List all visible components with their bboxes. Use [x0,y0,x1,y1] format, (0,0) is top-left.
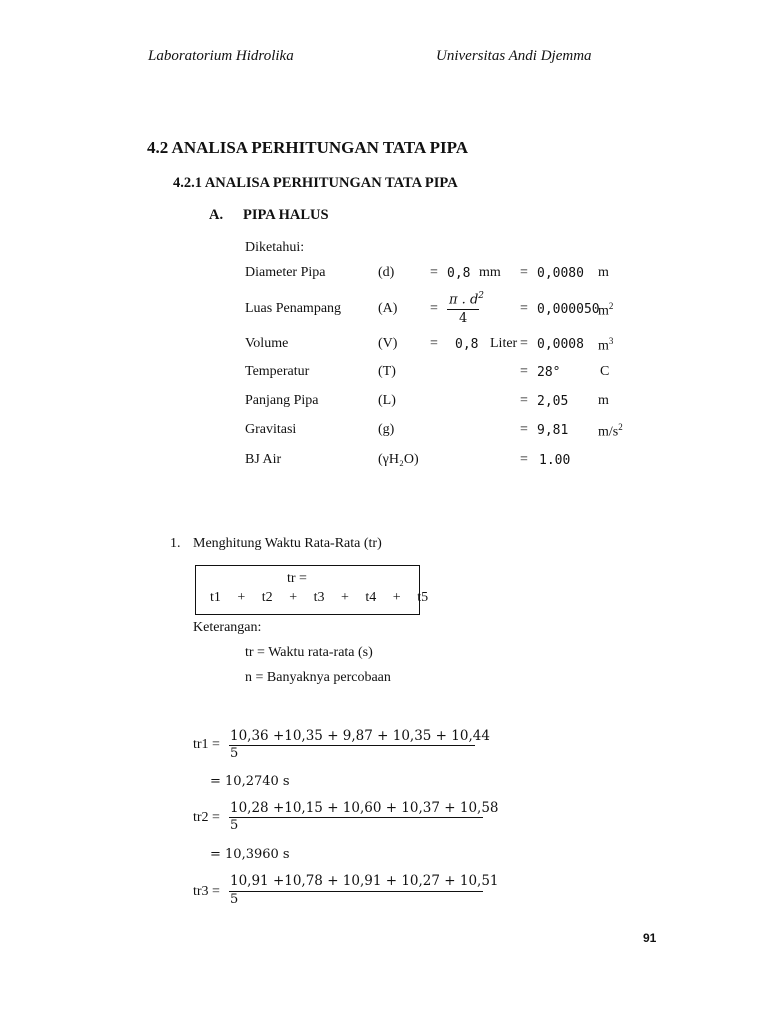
known-name: Diameter Pipa [245,265,326,280]
known-val2: 0,0080 [537,266,584,281]
known-symbol: (A) [378,301,398,316]
known-unit2 [598,301,613,320]
calc-fraction-bar [229,891,483,892]
calc-denominator: 5 [230,892,239,907]
known-val2: 2,05 [537,394,569,409]
calc-numerator: 10,36 +10,35 + 9,87 + 10,35 + 10,44 [230,728,490,744]
known-name: BJ Air [245,452,282,467]
known-symbol: (d) [378,265,395,280]
known-unit2: m [598,265,609,280]
known-eq2: = [520,393,528,408]
header-right: Universitas Andi Djemma [436,48,592,64]
calc-numerator: 10,91 +10,78 + 10,91 + 10,27 + 10,51 [230,873,499,889]
term: t5 [417,590,429,605]
calc-fraction-bar [229,817,483,818]
calc-result: = 10,3960 s [210,847,290,862]
known-eq1: = [430,336,438,351]
known-symbol: (V) [378,336,398,351]
known-symbol: (T) [378,364,396,379]
term-op: + [237,590,246,605]
term-op: + [289,590,298,605]
known-val1: 0,8 [455,337,479,352]
known-unit2: C [600,364,610,379]
unit-sup: 2 [608,301,614,311]
calc-lhs: tr3 = [193,884,220,899]
calc-fraction-bar [229,745,475,746]
unit-text: m [598,338,609,354]
fraction-numerator [449,291,484,307]
notes-label: Keterangan: [193,620,262,635]
known-name: Panjang Pipa [245,393,319,408]
known-eq2: = [520,301,528,316]
known-name: Volume [245,336,289,351]
known-val2: 28° [537,365,561,380]
known-val2: 1.00 [539,453,571,468]
known-eq1: = [430,301,438,316]
unit-text: m/s [598,424,619,440]
known-symbol: (γH₂O) [378,452,419,467]
known-eq2: = [520,364,528,379]
calc-denominator: 5 [230,818,239,833]
calc-lhs: tr1 = [193,737,220,752]
known-unit2 [598,336,613,355]
known-unit2: m [598,393,609,408]
calc-numerator: 10,28 +10,15 + 10,60 + 10,37 + 10,58 [230,800,499,816]
note-line: tr = Waktu rata-rata (s) [245,645,373,660]
page-number: 91 [643,931,657,945]
formula-top: tr = [287,571,307,586]
known-val1: 0,8 [447,266,471,281]
known-symbol: (g) [378,422,395,437]
fraction-denominator: 4 [459,311,468,326]
calc-lhs: tr2 = [193,810,220,825]
part-title: PIPA HALUS [243,207,329,223]
known-label: Diketahui: [245,240,305,255]
known-eq2: = [520,452,528,467]
term: t3 [313,590,325,605]
term: t1 [210,590,221,605]
section-title: 4.2 ANALISA PERHITUNGAN TATA PIPA [147,138,468,157]
unit-sup: 2 [618,422,623,432]
known-eq2: = [520,422,528,437]
part-letter: A. [209,207,224,223]
known-name: Gravitasi [245,422,297,437]
known-symbol: (L) [378,393,396,408]
known-unit1: mm [479,265,501,280]
known-eq2: = [520,336,528,351]
note-line: n = Banyaknya percobaan [245,670,391,685]
term-op: + [392,590,401,605]
term: t4 [365,590,377,605]
known-name: Temperatur [245,364,310,379]
step-title: Menghitung Waktu Rata-Rata (tr) [193,536,382,551]
term-op: + [340,590,349,605]
calc-result: = 10,2740 s [210,774,290,789]
numerator-text: π . d [449,292,479,308]
term: t2 [261,590,273,605]
header-left: Laboratorium Hidrolika [148,48,294,64]
known-eq2: = [520,265,528,280]
formula-terms [210,590,428,606]
step-number: 1. [170,536,181,551]
known-unit1: Liter [490,336,518,351]
numerator-sup: 2 [478,291,484,301]
known-name: Luas Penampang [245,301,342,316]
known-val2: 9,81 [537,423,569,438]
calc-denominator: 5 [230,746,239,761]
fraction-bar [447,309,479,310]
known-val2: 0,000050 [537,302,600,317]
known-val2: 0,0008 [537,337,584,352]
unit-sup: 3 [608,336,614,346]
subsection-title: 4.2.1 ANALISA PERHITUNGAN TATA PIPA [173,175,458,191]
known-unit2 [598,422,623,441]
unit-text: m [598,303,609,319]
known-eq1: = [430,265,438,280]
